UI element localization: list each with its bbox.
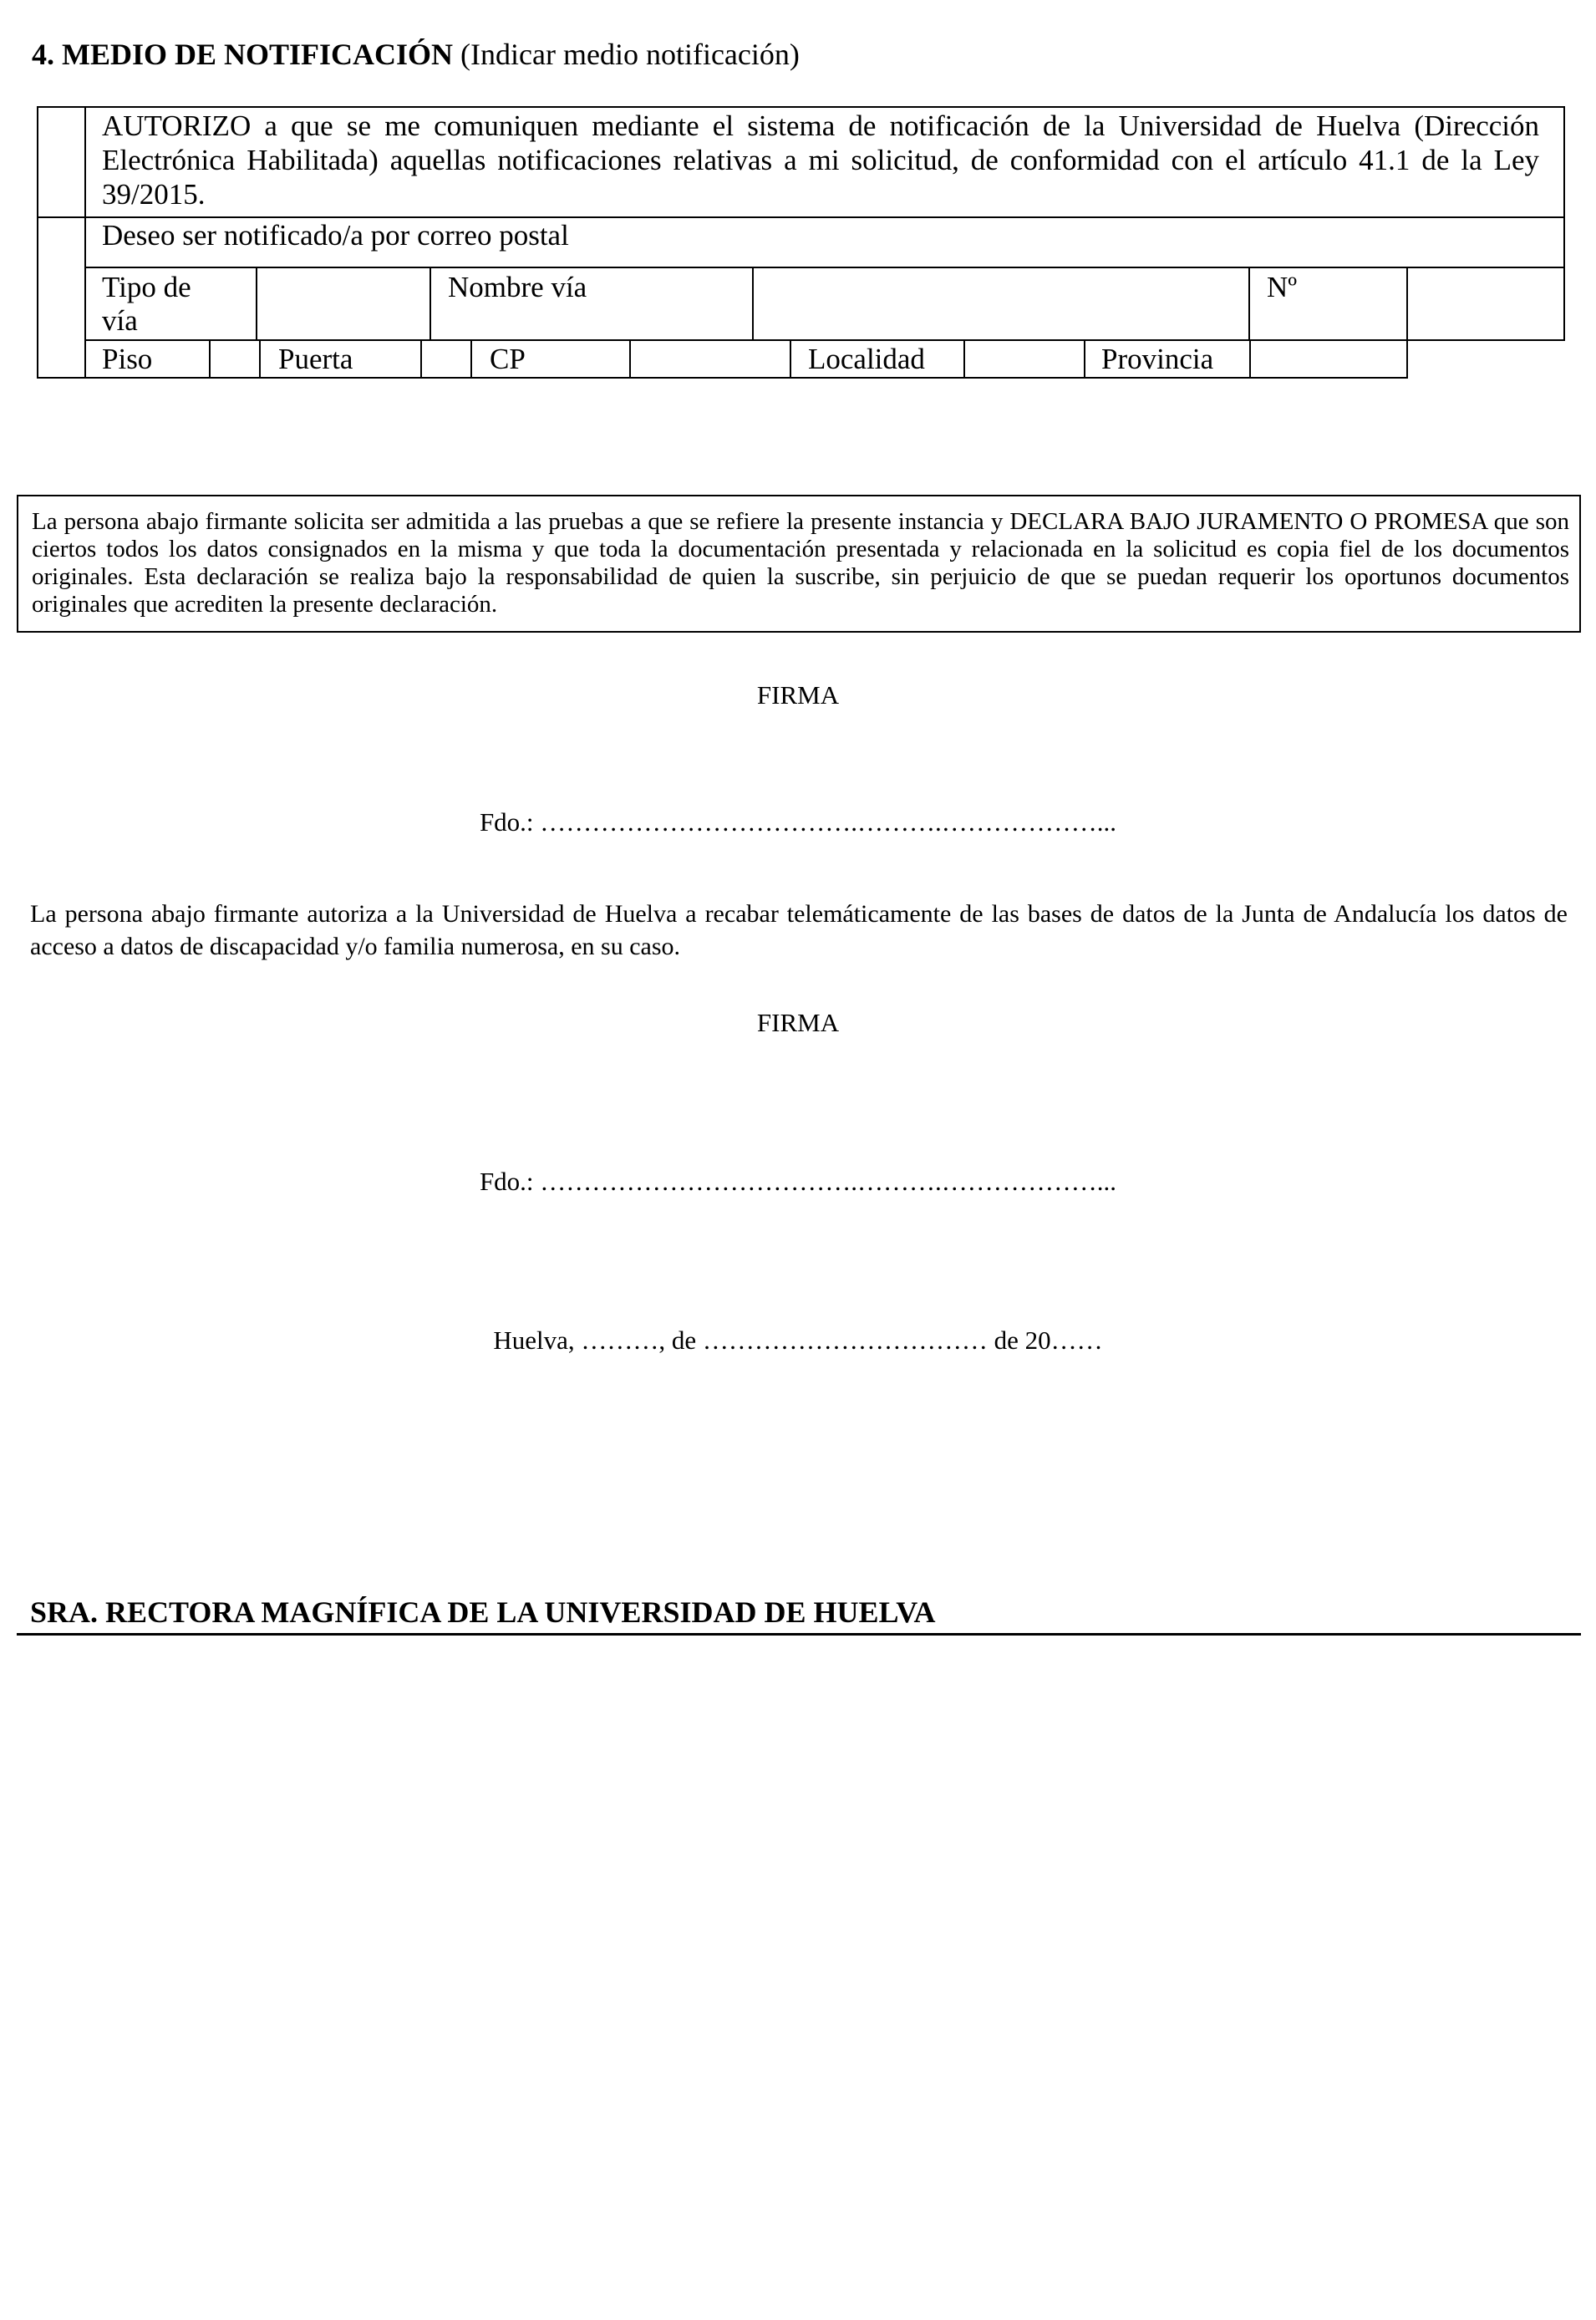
authorize-text: AUTORIZO a que se me comuniquen mediante el sistema de notificación de la Universidad de Huelva (Dirección Electrónica Habilitada) aquellas notificaciones relativas a mi solicitud, de conformidad con el artículo 41.1 de la Ley 39/2015. xyxy=(102,109,1539,211)
provincia-field[interactable] xyxy=(1251,341,1406,377)
tipo-via-label-line1: Tipo de xyxy=(102,271,191,303)
piso-label: Piso xyxy=(102,343,153,375)
authorization-text: La persona abajo firmante autoriza a la Universidad de Huelva a recabar telemáticamente de las bases de datos de la Junta de Andalucía los datos de acceso a datos de discapacidad y/o familia numerosa, en su caso. xyxy=(30,900,1568,960)
tipo-via-field[interactable] xyxy=(257,268,429,339)
tipo-via-label-line2: vía xyxy=(102,304,138,337)
postal-text: Deseo ser notificado/a por correo postal xyxy=(102,219,569,252)
cp-field[interactable] xyxy=(631,341,790,377)
addressee: SRA. RECTORA MAGNÍFICA DE LA UNIVERSIDAD DE HUELVA xyxy=(30,1595,936,1629)
declaration-box: La persona abajo firmante solicita ser admitida a las pruebas a que se refiere la presente instancia y DECLARA BAJO JURAMENTO O PROMESA que son ciertos todos los datos consignados en la misma y que toda la documentación presentada y relacionada en la solicitud es copia fiel de los documentos originales. Esta declaración se realiza bajo la responsabilidad de quien la suscribe, sin perjuicio de que se puedan requerir los oportunos documentos originales que acrediten la presente declaración. xyxy=(17,495,1581,633)
nombre-via-label: Nombre vía xyxy=(448,271,587,303)
section-title xyxy=(32,37,800,72)
localidad-label: Localidad xyxy=(808,343,925,375)
authorize-checkbox[interactable] xyxy=(37,106,86,218)
fdo-line-1[interactable]: Fdo.: ……………………………….……….………………... xyxy=(479,807,1117,837)
fdo-line-2[interactable]: Fdo.: ……………………………….……….………………... xyxy=(479,1167,1117,1196)
nombre-via-field[interactable] xyxy=(754,268,1248,339)
postal-checkbox[interactable] xyxy=(37,216,86,379)
addressee-rule xyxy=(17,1633,1581,1636)
puerta-label: Puerta xyxy=(278,343,353,375)
section-title-bold: 4. MEDIO DE NOTIFICACIÓN xyxy=(32,38,454,71)
date-line[interactable]: Huelva, ………, de …………………………… de 20…… xyxy=(493,1325,1103,1355)
numero-field[interactable] xyxy=(1408,268,1563,339)
localidad-field[interactable] xyxy=(965,341,1084,377)
firma-label-1: FIRMA xyxy=(756,680,840,710)
tipo-via-label xyxy=(102,271,191,338)
provincia-label: Provincia xyxy=(1101,343,1214,375)
cp-label: CP xyxy=(490,343,526,375)
firma-label-2: FIRMA xyxy=(756,1008,840,1037)
numero-label: Nº xyxy=(1267,271,1298,303)
section-title-note: (Indicar medio notificación) xyxy=(453,38,800,71)
puerta-field[interactable] xyxy=(422,341,470,377)
piso-field[interactable] xyxy=(211,341,259,377)
